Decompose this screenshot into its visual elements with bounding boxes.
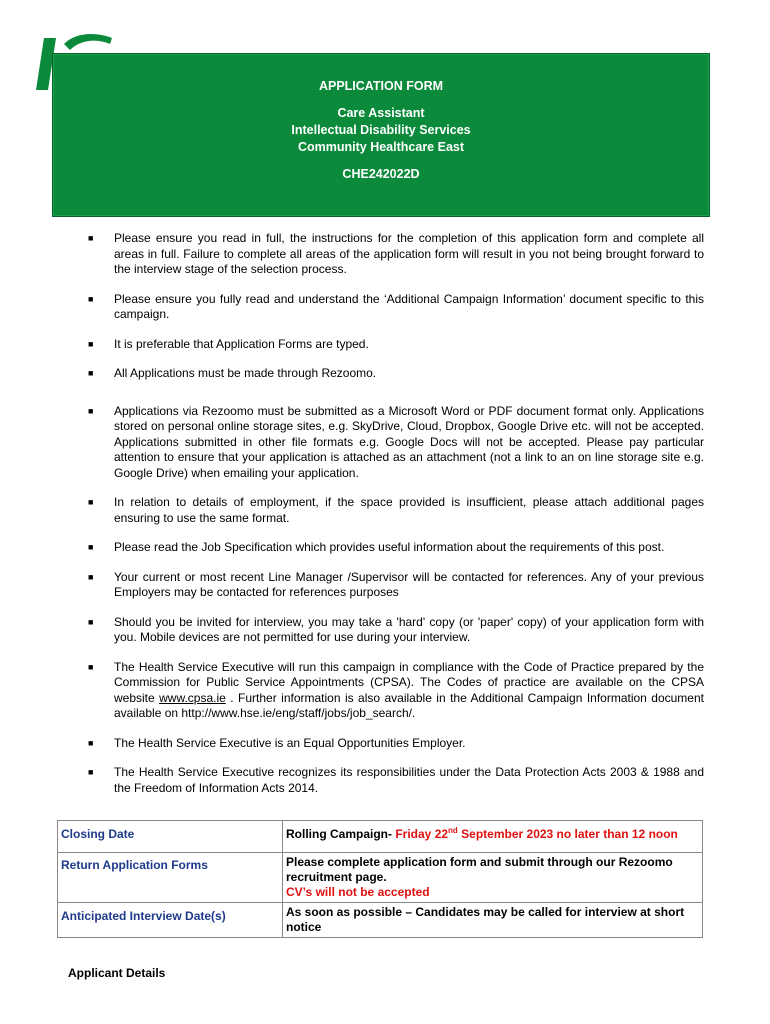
instructions-list: [86, 231, 704, 796]
bullet-icon: ■: [88, 293, 94, 304]
bullet-icon: ■: [88, 767, 94, 777]
list-item: ■ It is preferable that Application Forms are typed.: [88, 336, 369, 351]
form-title: APPLICATION FORM: [318, 79, 444, 93]
form-title-banner: [52, 53, 710, 217]
bullet-icon: ■: [88, 571, 94, 582]
list-item: ■ In relation to details of employment, if the space provided is insufficient, please attach additional pages ensuring to use the same format.: [88, 495, 704, 525]
list-item: ■ Please read the Job Specification which provides useful information about the requirements of this post.: [88, 540, 665, 554]
table-row: [58, 853, 703, 903]
key-dates-table: [57, 820, 703, 938]
bullet-icon: ■: [88, 616, 94, 627]
list-item: ■ Please ensure you read in full, the instructions for the completion of this application form and complete all areas in full. Failure to complete all areas of the application form will result in you not being brought forward to the interview stage of the selection process.: [88, 231, 704, 276]
applicant-details-heading: Applicant Details: [68, 966, 166, 980]
bullet-icon: ■: [88, 542, 94, 552]
bullet-icon: ■: [88, 233, 94, 243]
return-forms-label: Return Application Forms: [58, 853, 283, 903]
bullet-icon: ■: [88, 737, 94, 748]
list-item: ■ Your current or most recent Line Manager /Supervisor will be contacted for references. Any of your previous Employers may be contacted for references purposes: [88, 569, 704, 599]
list-item: ■ The Health Service Executive is an Equal Opportunities Employer.: [88, 735, 466, 750]
reference-code: CHE242022D: [342, 167, 420, 181]
list-item: ■ Should you be invited for interview, you may take a 'hard' copy (or 'paper' copy) of your application form with you. Mobile devices are not permitted for use during your interview.: [88, 614, 704, 644]
closing-date-value: Rolling Campaign- Friday 22nd September 2023 no later than 12 noon: [283, 821, 703, 853]
bullet-icon: ■: [88, 661, 94, 672]
service-title: Intellectual Disability Services: [291, 123, 471, 137]
list-item: ■ All Applications must be made through Rezoomo.: [88, 366, 377, 380]
bullet-icon: ■: [88, 368, 94, 378]
return-forms-value: Please complete application form and submit through our Rezoomo recruitment page. CV’s will not be accepted: [283, 853, 703, 903]
list-item: ■ The Health Service Executive recognizes its responsibilities under the Data Protection Acts 2003 & 1988 and the Freedom of Information Acts 2014.: [88, 765, 704, 795]
role-title: Care Assistant: [337, 106, 425, 120]
table-row: [58, 821, 703, 853]
area-title: Community Healthcare East: [297, 140, 465, 154]
list-item: ■ The Health Service Executive will run this campaign in compliance with the Code of Practice prepared by the Commission for Public Service Appointments (CPSA). The Codes of practice are available on the CPSA website www.cpsa.ie . Further information is also available in the Additional Campaign Information document available on http://www.hse.ie/eng/staff/jobs/job_search/.: [88, 659, 704, 720]
bullet-icon: ■: [88, 497, 94, 507]
bullet-icon: ■: [88, 338, 94, 349]
interview-date-value: As soon as possible – Candidates may be called for interview at short notice: [283, 903, 703, 938]
list-item: ■ Please ensure you fully read and understand the ‘Additional Campaign Information’ document specific to this campaign.: [88, 291, 704, 321]
interview-date-label: Anticipated Interview Date(s): [58, 903, 283, 938]
list-item: ■ Applications via Rezoomo must be submitted as a Microsoft Word or PDF document format only. Applications stored on personal online storage sites, e.g. SkyDrive, Cloud, Dropbox, Google Drive etc. will not be accepted. Applications submitted in other file formats e.g. Google Docs will not be accepted. Please pay particular attention to ensure that your application is attached as an attachment (not a link to an on line storage site e.g. Google Drive) when emailing your application.: [88, 403, 704, 480]
closing-date-label: Closing Date: [58, 821, 283, 853]
table-row: [58, 903, 703, 938]
bullet-icon: ■: [88, 405, 94, 416]
cpsa-link[interactable]: www.cpsa.ie: [159, 690, 226, 705]
